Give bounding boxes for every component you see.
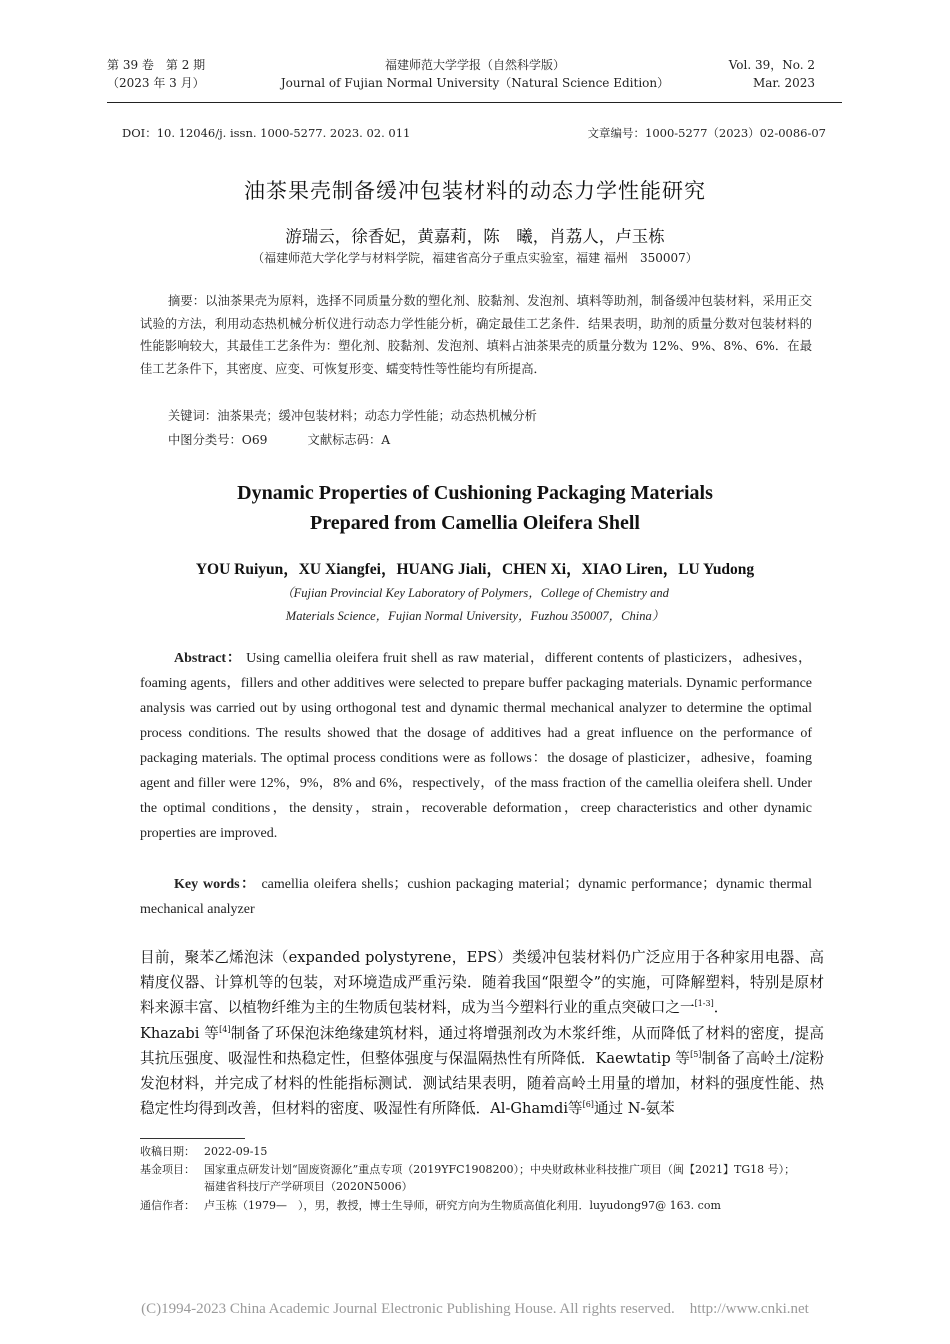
funding-line1: 国家重点研发计划“固废资源化”重点专项（2019YFC1908200）；中央财政林业科技推广项目（闽【2021】TG18 号）； xyxy=(204,1163,796,1176)
citation-ref[interactable]: [6] xyxy=(582,1100,594,1110)
title-en-line1: Dynamic Properties of Cushioning Packaging Materials xyxy=(237,482,713,504)
body-p2-text-c: 制备了高岭土/淀粉发泡材料，并完成了材料的性能指标测试．测试结果表明，随着高岭土用量的增加，材料的强度性能、热稳定性均得到改善，但材料的密度、吸湿性有所降低．Al-Ghamdi等 xyxy=(140,1049,824,1118)
affiliation-en xyxy=(0,582,950,628)
authors-en: YOU Ruiyun，XU Xiangfei，HUANG Jiali，CHEN Xi，XIAO Liren，LU Yudong xyxy=(195,561,755,578)
keywords-en-text: camellia oleifera shells；cushion packaging material；dynamic performance；dynamic thermal mechanical analyzer xyxy=(140,877,813,917)
received-date: 2022-09-15 xyxy=(204,1145,268,1158)
footnote-funding xyxy=(140,1161,830,1178)
paper-title-en xyxy=(0,478,950,538)
abstract-cn xyxy=(140,290,812,380)
header-vol-no: Vol. 39，No. 2 xyxy=(728,58,815,72)
affiliation-en-line1: （Fujian Provincial Key Laboratory of Polymers，College of Chemistry and xyxy=(281,586,669,600)
body-p1-end: ． xyxy=(713,999,729,1017)
paper-title-cn: 油茶果壳制备缓冲包装材料的动态力学性能研究 xyxy=(244,179,706,203)
body-paragraph-2 xyxy=(140,1021,824,1122)
footnote-funding-cont: 福建省科技厅产学研项目（2020N5006） xyxy=(204,1180,413,1193)
funding-label: 基金项目： xyxy=(140,1163,195,1176)
affiliation-en-line2: Materials Science，Fujian Normal University，Fuzhou 350007，China） xyxy=(285,609,665,623)
journal-name-cn: 福建师范大学学报（自然科学版） xyxy=(384,58,565,72)
authors-cn: 游瑞云，徐香妃，黄嘉莉，陈 曦，肖荔人，卢玉栋 xyxy=(285,227,665,246)
title-en-line2: Prepared from Camellia Oleifera Shell xyxy=(310,512,640,534)
corresponding-label: 通信作者： xyxy=(140,1199,195,1212)
copyright-watermark: (C)1994-2023 China Academic Journal Electronic Publishing House. All rights reserved. http://www.cnki.net xyxy=(141,1301,809,1317)
keywords-en-label: Key words： xyxy=(174,877,257,892)
citation-ref[interactable]: [4] xyxy=(219,1024,231,1034)
keywords-cn: 关键词：油茶果壳；缓冲包装材料；动态力学性能；动态热机械分析 xyxy=(168,409,537,423)
article-number: 文章编号：1000-5277（2023）02-0086-07 xyxy=(587,126,826,140)
header-date-cn: （2023 年 3 月） xyxy=(107,76,205,90)
body-p2-text-d: 通过 N-氨苯 xyxy=(593,1100,675,1118)
affiliation-cn: （福建师范大学化学与材料学院，福建省高分子重点实验室，福建 福州 350007） xyxy=(252,251,698,265)
abstract-en-label: Abstract： xyxy=(174,651,242,666)
abstract-cn-label: 摘要： xyxy=(168,294,206,308)
body-paragraph-1 xyxy=(140,945,824,1021)
doi: DOI：10. 12046/j. issn. 1000-5277. 2023. 02. 011 xyxy=(122,126,411,140)
citation-ref[interactable]: [1-3] xyxy=(694,999,714,1009)
abstract-cn-text: 以油茶果壳为原料，选择不同质量分数的塑化剂、胶黏剂、发泡剂、填料等助剂，制备缓冲包装材料，采用正交试验的方法，利用动态热机械分析仪进行动态力学性能分析，确定最佳工艺条件．结果表明，助剂的质量分数对包装材料的性能影响较大，其最佳工艺条件为：塑化剂、胶黏剂、发泡剂、填料占油茶果壳的质量分数为 12%、9%、8%、6%．在最佳工艺条件下，其密度、应变、可恢复形变、蠕变特性等性能均有所提高． xyxy=(140,294,812,376)
journal-name-en: Journal of Fujian Normal University（Natural Science Edition） xyxy=(280,76,670,90)
received-label: 收稿日期： xyxy=(140,1145,195,1158)
footnote-received xyxy=(140,1143,830,1160)
body-p2-text-b: 制备了环保泡沫绝缘建筑材料，通过将增强剂改为木浆纤维，从而降低了材料的密度，提高其抗压强度、吸湿性和热稳定性，但整体强度与保温隔热性有所降低．Kaewtatip 等 xyxy=(140,1024,824,1067)
header-divider xyxy=(107,102,842,103)
header-date-en: Mar. 2023 xyxy=(752,76,815,90)
clc-number: 中图分类号：O69 xyxy=(168,433,268,447)
body-text xyxy=(140,945,824,1121)
header-volume: 第 39 卷 第 2 期 xyxy=(107,58,206,72)
corresponding-author: 卢玉栋（1979— ），男，教授，博士生导师，研究方向为生物质高值化利用．luyudong97@ 163. com xyxy=(204,1199,721,1212)
footnote-corresponding xyxy=(140,1197,830,1214)
citation-ref[interactable]: [5] xyxy=(690,1049,702,1059)
footnote-divider xyxy=(140,1138,245,1139)
abstract-en xyxy=(140,646,812,846)
document-code: 文献标志码：A xyxy=(307,433,391,447)
body-p2-text-a: Khazabi 等 xyxy=(140,1024,220,1042)
body-p1-text: 目前，聚苯乙烯泡沫（expanded polystyrene，EPS）类缓冲包装材料仍广泛应用于各种家用电器、高精度仪器、计算机等的包装，对环境造成严重污染．随着我国“限塑令”的实施，可降解塑料，特别是原材料来源丰富、以植物纤维为主的生物质包装材料，成为当今塑料行业的重点突破口之一 xyxy=(140,949,824,1017)
header-volume-en xyxy=(729,56,815,92)
abstract-en-text: Using camellia oleifera fruit shell as raw material，different contents of plasticizers，adhesives，foaming agents，fillers and other additives were selected to prepare buffer packaging materials. Dynamic performance analysis was carried out by using orthogonal test and dynamic thermal mechanical analyzer to determine the optimal process conditions. The results showed that the dosage of additives had a great influence on the performance of packaging materials. The optimal process conditions were as follows：the dosage of plasticizer，adhesive，foaming agent and filler were 12%，9%，8% and 6%，respectively，of the mass fraction of the camellia oleifera shell. Under the optimal conditions，the density，strain，recoverable deformation，creep characteristics and other dynamic properties are improved. xyxy=(140,651,812,841)
keywords-en xyxy=(140,872,812,922)
classification-line xyxy=(168,430,390,448)
